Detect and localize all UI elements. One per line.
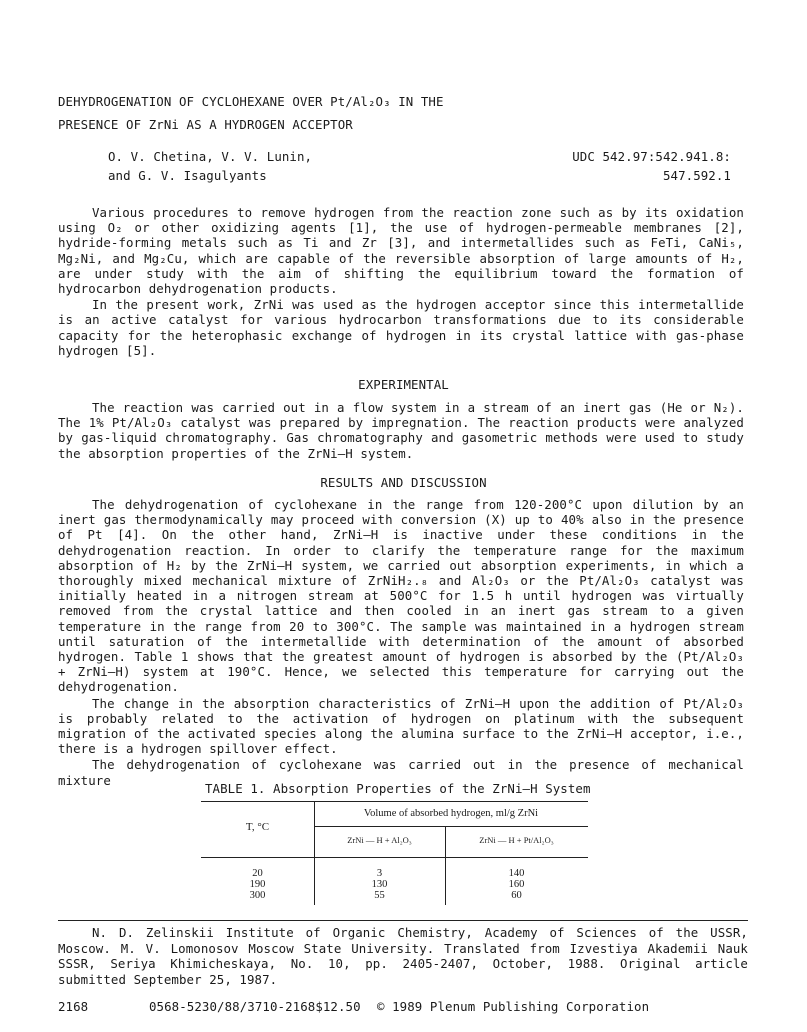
- introduction: [58, 205, 744, 358]
- udc-line-1: UDC 542.97:542.941.8:: [572, 149, 731, 164]
- affiliation-footnote: [58, 925, 748, 987]
- table-column-b: [445, 868, 588, 901]
- results-section: [58, 497, 744, 788]
- authors-line-1: O. V. Chetina, V. V. Lunin,: [108, 149, 313, 164]
- results-paragraph-3: The dehydrogenation of cyclohexane was carried out in the presence of mechanical mixture: [58, 757, 744, 788]
- authors: [108, 147, 312, 185]
- article-title-line-2: PRESENCE OF ZrNi AS A HYDROGEN ACCEPTOR: [58, 117, 353, 132]
- table-header-col-a: ZrNi — H + Al₂O₃: [347, 835, 412, 845]
- table-cell: 160: [508, 879, 525, 890]
- udc-line-2: 547.592.1: [662, 168, 731, 183]
- table-cell: 130: [371, 879, 388, 890]
- table-cell: 300: [249, 890, 266, 901]
- results-heading: RESULTS AND DISCUSSION: [320, 475, 487, 490]
- table-cell: 55: [374, 890, 385, 901]
- table-header-temperature: T, °C: [245, 821, 270, 833]
- table-header-col-b: ZrNi — H + Pt/Al₂O₃: [479, 835, 554, 845]
- table-column-temperature: [201, 868, 314, 901]
- footnote-text: N. D. Zelinskii Institute of Organic Chemistry, Academy of Sciences of the USSR, Moscow. M. V. Lomonosov Moscow State University. Translated from Izvestiya Akademii Nauk SSSR, Seriya Khimicheskaya, No. 10, pp. 2405-2407, October, 1988. Original article submitted September 25, 1987.: [58, 925, 748, 987]
- article-title-line-1: DEHYDROGENATION OF CYCLOHEXANE OVER Pt/Al₂O₃ IN THE: [58, 94, 444, 109]
- page-number: 2168: [58, 999, 89, 1014]
- table-group-rule: [314, 826, 588, 827]
- results-paragraph-1: The dehydrogenation of cyclohexane in the range from 120-200°C upon dilution by an inert gas thermodynamically may proceed with conversion (X) up to 40% also in the presence of Pt [4]. On the other hand, ZrNi–H is inactive under these conditions in the dehydrogenation reaction. In order to clarify the temperature range for the maximum absorption of H₂ by the ZrNi–H system, we carried out absorption experiments, in which a thoroughly mixed mechanical mixture of ZrNiH₂.₈ and Al₂O₃ or the Pt/Al₂O₃ catalyst was initially heated in a nitrogen stream at 500°C for 1.5 h until hydrogen was virtually removed from the crystal lattice and then cooled in an inert gas stream to a given temperature in the range from 20 to 300°C. The sample was maintained in a hydrogen stream until saturation of the intermetallide with determination of the amount of absorbed hydrogen. Table 1 shows that the greatest amount of hydrogen is absorbed by the (Pt/Al₂O₃ + ZrNi–H) system at 190°C. Hence, we selected this temperature for carrying out the dehydrogenation.: [58, 497, 744, 695]
- table-cell: 190: [249, 879, 266, 890]
- copyright-notice: © 1989 Plenum Publishing Corporation: [377, 999, 650, 1014]
- table-cell: 140: [508, 868, 525, 879]
- footnote-rule: [58, 920, 748, 921]
- table-column-a: [314, 868, 445, 901]
- experimental-heading: EXPERIMENTAL: [358, 377, 449, 392]
- table-header-rule: [201, 857, 588, 858]
- experimental-section: [58, 400, 744, 461]
- intro-paragraph-2: In the present work, ZrNi was used as the hydrogen acceptor since this intermetallide is an active catalyst for various hydrocarbon transformations due to its considerable capacity for the heterophasic exchange of hydrogen in its crystal lattice with gas-phase hydrogen [5].: [58, 297, 744, 358]
- udc-code: [572, 147, 731, 185]
- table-top-rule: [201, 801, 588, 802]
- table-caption: TABLE 1. Absorption Properties of the ZrNi–H System: [205, 781, 591, 796]
- authors-line-2: and G. V. Isagulyants: [108, 168, 267, 183]
- intro-paragraph-1: Various procedures to remove hydrogen from the reaction zone such as by its oxidation using O₂ or other oxidizing agents [1], the use of hydrogen-permeable membranes [2], hydride-forming metals such as Ti and Zr [3], and intermetallides such as FeTi, CaNi₅, Mg₂Ni, and Mg₂Cu, which are capable of the reversible absorption of large amounts of H₂, are under study with the aim of shifting the equilibrium toward the formation of hydrocarbon dehydrogenation products.: [58, 205, 744, 297]
- article-title: [58, 90, 444, 136]
- table-cell: 3: [376, 868, 383, 879]
- table-header-group: Volume of absorbed hydrogen, ml/g ZrNi: [363, 808, 539, 819]
- journal-code: 0568-5230/88/3710-2168$12.50: [149, 999, 361, 1014]
- table-cell: 60: [511, 890, 522, 901]
- results-paragraph-2: The change in the absorption characteristics of ZrNi–H upon the addition of Pt/Al₂O₃ is probably related to the activation of hydrogen on platinum with the subsequent migration of the activated species along the alumina surface to the ZrNi–H acceptor, i.e., there is a hydrogen spillover effect.: [58, 695, 744, 757]
- experimental-paragraph: The reaction was carried out in a flow system in a stream of an inert gas (He or N₂). The 1% Pt/Al₂O₃ catalyst was prepared by impregnation. The reaction products were analyzed by gas-liquid chromatography. Gas chromatography and gasometric methods were used to study the absorption properties of the ZrNi–H system.: [58, 400, 744, 461]
- table-cell: 20: [252, 868, 263, 879]
